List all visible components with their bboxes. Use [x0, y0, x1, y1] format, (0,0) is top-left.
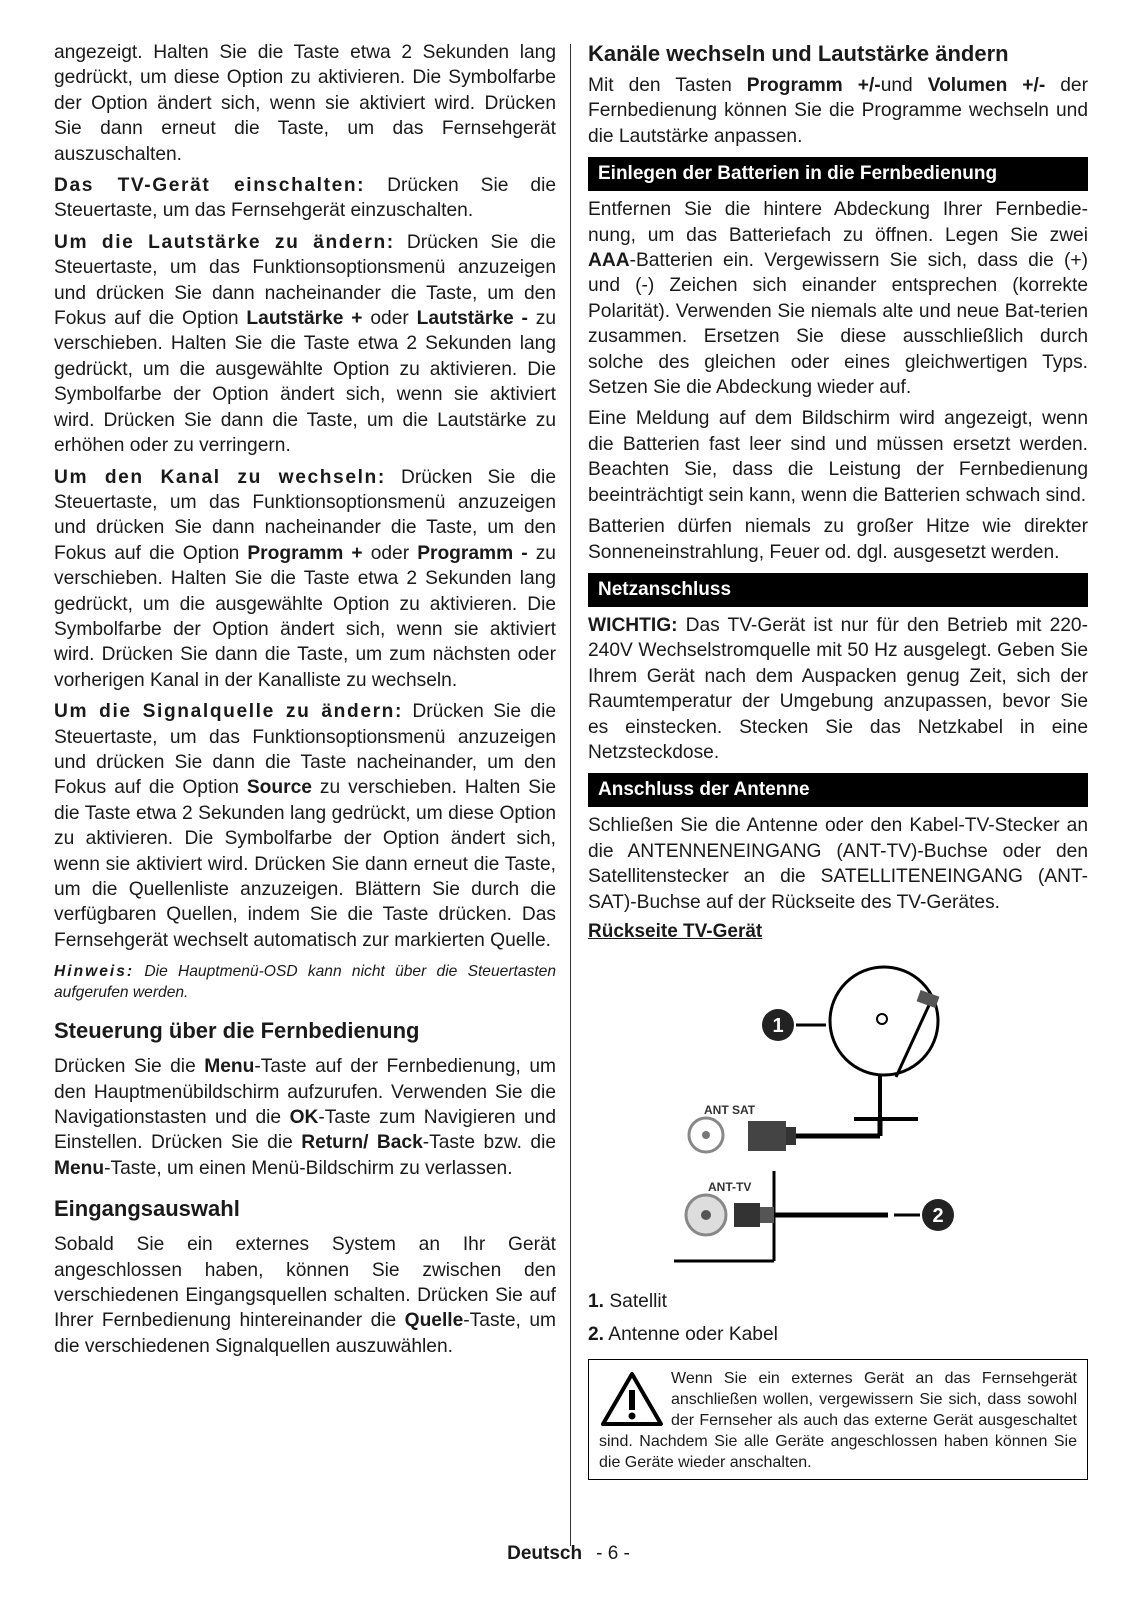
- legend-text: Satellit: [604, 1290, 667, 1312]
- text: Entfernen Sie die hintere Abdeckung Ihrer Fernbedie-nung, um das Batteriefach zu öffnen. Legen Sie zwei: [588, 199, 1088, 246]
- bold-term: WICHTIG:: [588, 614, 678, 636]
- keyword: Um die Lautstärke zu ändern:: [54, 231, 395, 253]
- heading-remote-control: Steuerung über die Fernbedienung: [54, 1018, 420, 1044]
- text: und: [880, 75, 928, 96]
- left-column: [54, 40, 556, 1365]
- section-bar-power: Netzanschluss: [588, 573, 1088, 607]
- ant-sat-pin: [702, 1131, 710, 1139]
- paragraph-volume: [54, 230, 556, 459]
- bold-term: Programm +/-: [746, 75, 881, 96]
- antenna-connection-diagram: [588, 949, 1088, 1279]
- note-text: Die Hauptmenü-OSD kann nicht über die Steuertasten aufgerufen werden.: [54, 963, 556, 1002]
- section-bar-antenna: Anschluss der Antenne: [588, 773, 1088, 807]
- text: -Taste bzw. die: [422, 1132, 556, 1154]
- ant-tv-label: ANT-TV: [708, 1179, 752, 1194]
- legend-item: [588, 1285, 1088, 1318]
- warning-box: [588, 1359, 1088, 1480]
- paragraph-battery-heat: Batterien dürfen niemals zu großer Hitze wie direkter Sonneneinstrahlung, Feuer od. dgl. ausgesetzt werden.: [588, 516, 1088, 563]
- bold-term: Lautstärke +: [246, 308, 363, 330]
- paragraph-antenna: Schließen Sie die Antenne oder den Kabel-TV-Stecker an die ANTENNENEINGANG (ANT-TV)-Buchse oder den Satellitenstecker an die SATELLITENEINGANG (ANT-SAT)-Buchse auf der Rückseite des TV-Gerätes.: [588, 815, 1088, 913]
- paragraph-source: [54, 699, 556, 953]
- paragraph-battery-warning: Eine Meldung auf dem Bildschirm wird angezeigt, wenn die Batterien fast leer sind und müssen ersetzt werden. Beachten Sie, dass die Leistung der Fernbedienung beeinträchtigt sein kann, wenn die Batterien schwach sind.: [588, 408, 1088, 506]
- bold-term: Source: [246, 777, 312, 799]
- paragraph: angezeigt. Halten Sie die Taste etwa 2 Sekunden lang gedrückt, um diese Option zu aktivieren. Die Symbolfarbe der Option ändert sich, wenn sie aktiviert wird. Drücken Sie dann erneut die Taste, um das Fernsehgerät auszuschalten.: [54, 42, 556, 165]
- section-bar-batteries: Einlegen der Batterien in die Fernbedienung: [588, 157, 1088, 191]
- paragraph-channel: [54, 465, 556, 694]
- page-footer: [0, 1543, 1137, 1565]
- paragraph-power: [588, 613, 1088, 765]
- text: -Taste auf der Fernbedienung, um den Hauptmenübildschirm aufzurufen. Verwenden Sie die Navigationstasten und die: [54, 1056, 556, 1129]
- callout-number-1: 1: [772, 1014, 784, 1037]
- sat-connector-icon: [748, 1121, 786, 1151]
- tv-connector-nut: [760, 1207, 774, 1223]
- warning-triangle-icon: [599, 1368, 665, 1428]
- bold-term: Return/ Back: [301, 1132, 423, 1154]
- heading-channels-volume: Kanäle wechseln und Lautstärke ändern: [588, 41, 1009, 66]
- page-number: - 6 -: [596, 1543, 630, 1564]
- bold-term: Quelle: [404, 1310, 464, 1332]
- keyword: Das TV-Gerät einschalten:: [54, 175, 366, 197]
- sat-connector-nut: [786, 1127, 796, 1145]
- figure-legend: [588, 1285, 1088, 1351]
- text: oder: [362, 542, 418, 564]
- legend-number: 1.: [588, 1290, 605, 1312]
- text: Mit den Tasten: [588, 75, 747, 96]
- bold-term: Programm -: [417, 542, 528, 564]
- paragraph-channels: [588, 73, 1088, 149]
- text: zu verschieben. Halten Sie die Taste etwa 2 Sekunden lang gedrückt, um diese Option zu aktivieren. Die Symbolfarbe der Option ändert sich, wenn sie aktiviert wird. Drücken Sie dann erneut die Taste, um die Quellenliste anzuzeigen. Blättern Sie durch die verfügbaren Quellen, indem Sie die Taste drücken. Das Fernsehgerät wechselt automatisch zur markierten Quelle.: [54, 777, 556, 951]
- text: -Taste, um die verschiedenen Signalquellen auszuwählen.: [54, 1310, 556, 1357]
- right-column: [588, 40, 1088, 1480]
- legend-text: Antenne oder Kabel: [604, 1323, 778, 1345]
- text: der Fernbedienung können Sie die Programme wechseln und die Lautstärke anpassen.: [588, 75, 1088, 147]
- figure-title: Rückseite TV-Gerät: [588, 920, 763, 942]
- warning-text: Wenn Sie ein externes Gerät an das Fernsehgerät anschließen wollen, vergewissern Sie sich, dass sowohl der Fernseher als auch das externe Gerät ausgeschaltet sind. Nachdem Sie alle Geräte angeschlossen haben können Sie die Geräte wieder anschalten.: [599, 1369, 1077, 1471]
- legend-item: [588, 1318, 1088, 1351]
- tv-connector-icon: [734, 1203, 760, 1227]
- text: zu verschieben. Halten Sie die Taste etwa 2 Sekunden lang gedrückt, um die ausgewählte Option zu aktivieren. Die Symbolfarbe der Option ändert sich, wenn sie aktiviert wird. Drücken Sie dann die Taste, um die Lautstärke zu erhöhen oder zu verringern.: [54, 308, 556, 457]
- text: Drücken Sie die Steuertaste, um das Fernsehgerät einzuschalten.: [54, 175, 557, 222]
- text: Drücken Sie die Steuertaste, um das Funktionsoptionsmenü anzuzeigen und drücken Sie dann nacheinander die Taste, um den Fokus auf die Option: [54, 466, 556, 564]
- text: Sobald Sie ein externes System an Ihr Gerät angeschlossen haben, können Sie zwischen den verschiedenen Eingangsquellen schalten. Drücken Sie auf Ihrer Fernbedienung hintereinander die: [54, 1234, 556, 1332]
- text: zu verschieben. Halten Sie die Taste etwa 2 Sekunden lang gedrückt, um die ausgewählte Option zu aktivieren. Die Symbolfarbe der Option ändert sich, wenn sie aktiviert wird. Drücken Sie dann die Taste, um zum nächsten oder vorherigen Kanal in der Kanalliste zu wechseln.: [54, 542, 556, 691]
- column-divider: [570, 44, 571, 1546]
- ant-sat-label: ANT SAT: [704, 1102, 756, 1117]
- text: -Taste, um einen Menü-Bildschirm zu verlassen.: [104, 1157, 513, 1179]
- text: Das TV-Gerät ist nur für den Betrieb mit 220-240V Wechselstromquelle mit 50 Hz ausgelegt. Geben Sie Ihrem Gerät nach dem Auspacken genug Zeit, sich der Raumtemperatur der Umgebung anzupassen, bevor Sie es einstecken. Stecken Sie das Netzkabel in eine Netzsteckdose.: [588, 614, 1088, 763]
- text: oder: [362, 308, 417, 330]
- text: -Taste zum Navigieren und Einstellen. Drücken Sie die: [54, 1107, 556, 1154]
- note-keyword: Hinweis:: [54, 963, 135, 981]
- ant-tv-pin: [701, 1210, 711, 1220]
- text: Drücken Sie die: [54, 1056, 205, 1078]
- callout-number-2: 2: [932, 1204, 944, 1227]
- text: -Batterien ein. Vergewissern Sie sich, dass die (+) und (-) Zeichen sich einander entsprechen (korrekte Polarität). Verwenden Sie niemals alte und neue Bat-terien zusammen. Ersetzen Sie diese ausschließlich durch solche des gleichen oder eines gleichwertigen Typs. Setzen Sie die Abdeckung wieder auf.: [588, 250, 1088, 399]
- diagram-svg: [588, 949, 1088, 1279]
- legend-number: 2.: [588, 1323, 605, 1345]
- bold-term: Menu: [204, 1056, 255, 1078]
- bold-term: Menu: [54, 1157, 105, 1179]
- paragraph-remote: [54, 1054, 556, 1181]
- paragraph-batteries: [588, 197, 1088, 400]
- paragraph-input: [54, 1232, 556, 1359]
- text: Drücken Sie die Steuertaste, um das Funktionsoptionsmenü anzuzeigen und drücken Sie dann nacheinander die Taste, um den Fokus auf die Option: [54, 231, 557, 330]
- keyword: Um die Signalquelle zu ändern:: [54, 701, 403, 723]
- text: Drücken Sie die Steuertaste, um das Funktionsoptionsmenü anzuzeigen und drücken Sie dann die Taste nacheinander, um den Fokus auf die Option: [54, 701, 557, 799]
- keyword: Um den Kanal zu wechseln:: [54, 466, 386, 488]
- bold-term: AAA: [588, 250, 630, 272]
- bold-term: Volumen +/-: [927, 75, 1046, 96]
- heading-input-selection: Eingangsauswahl: [54, 1196, 240, 1222]
- bold-term: Programm +: [247, 542, 363, 564]
- satellite-dish-icon: [830, 967, 939, 1119]
- paragraph-tv-on: [54, 173, 556, 224]
- note: [54, 961, 556, 1003]
- footer-language: Deutsch: [507, 1543, 583, 1564]
- bold-term: Lautstärke -: [416, 308, 528, 330]
- bold-term: OK: [289, 1107, 319, 1129]
